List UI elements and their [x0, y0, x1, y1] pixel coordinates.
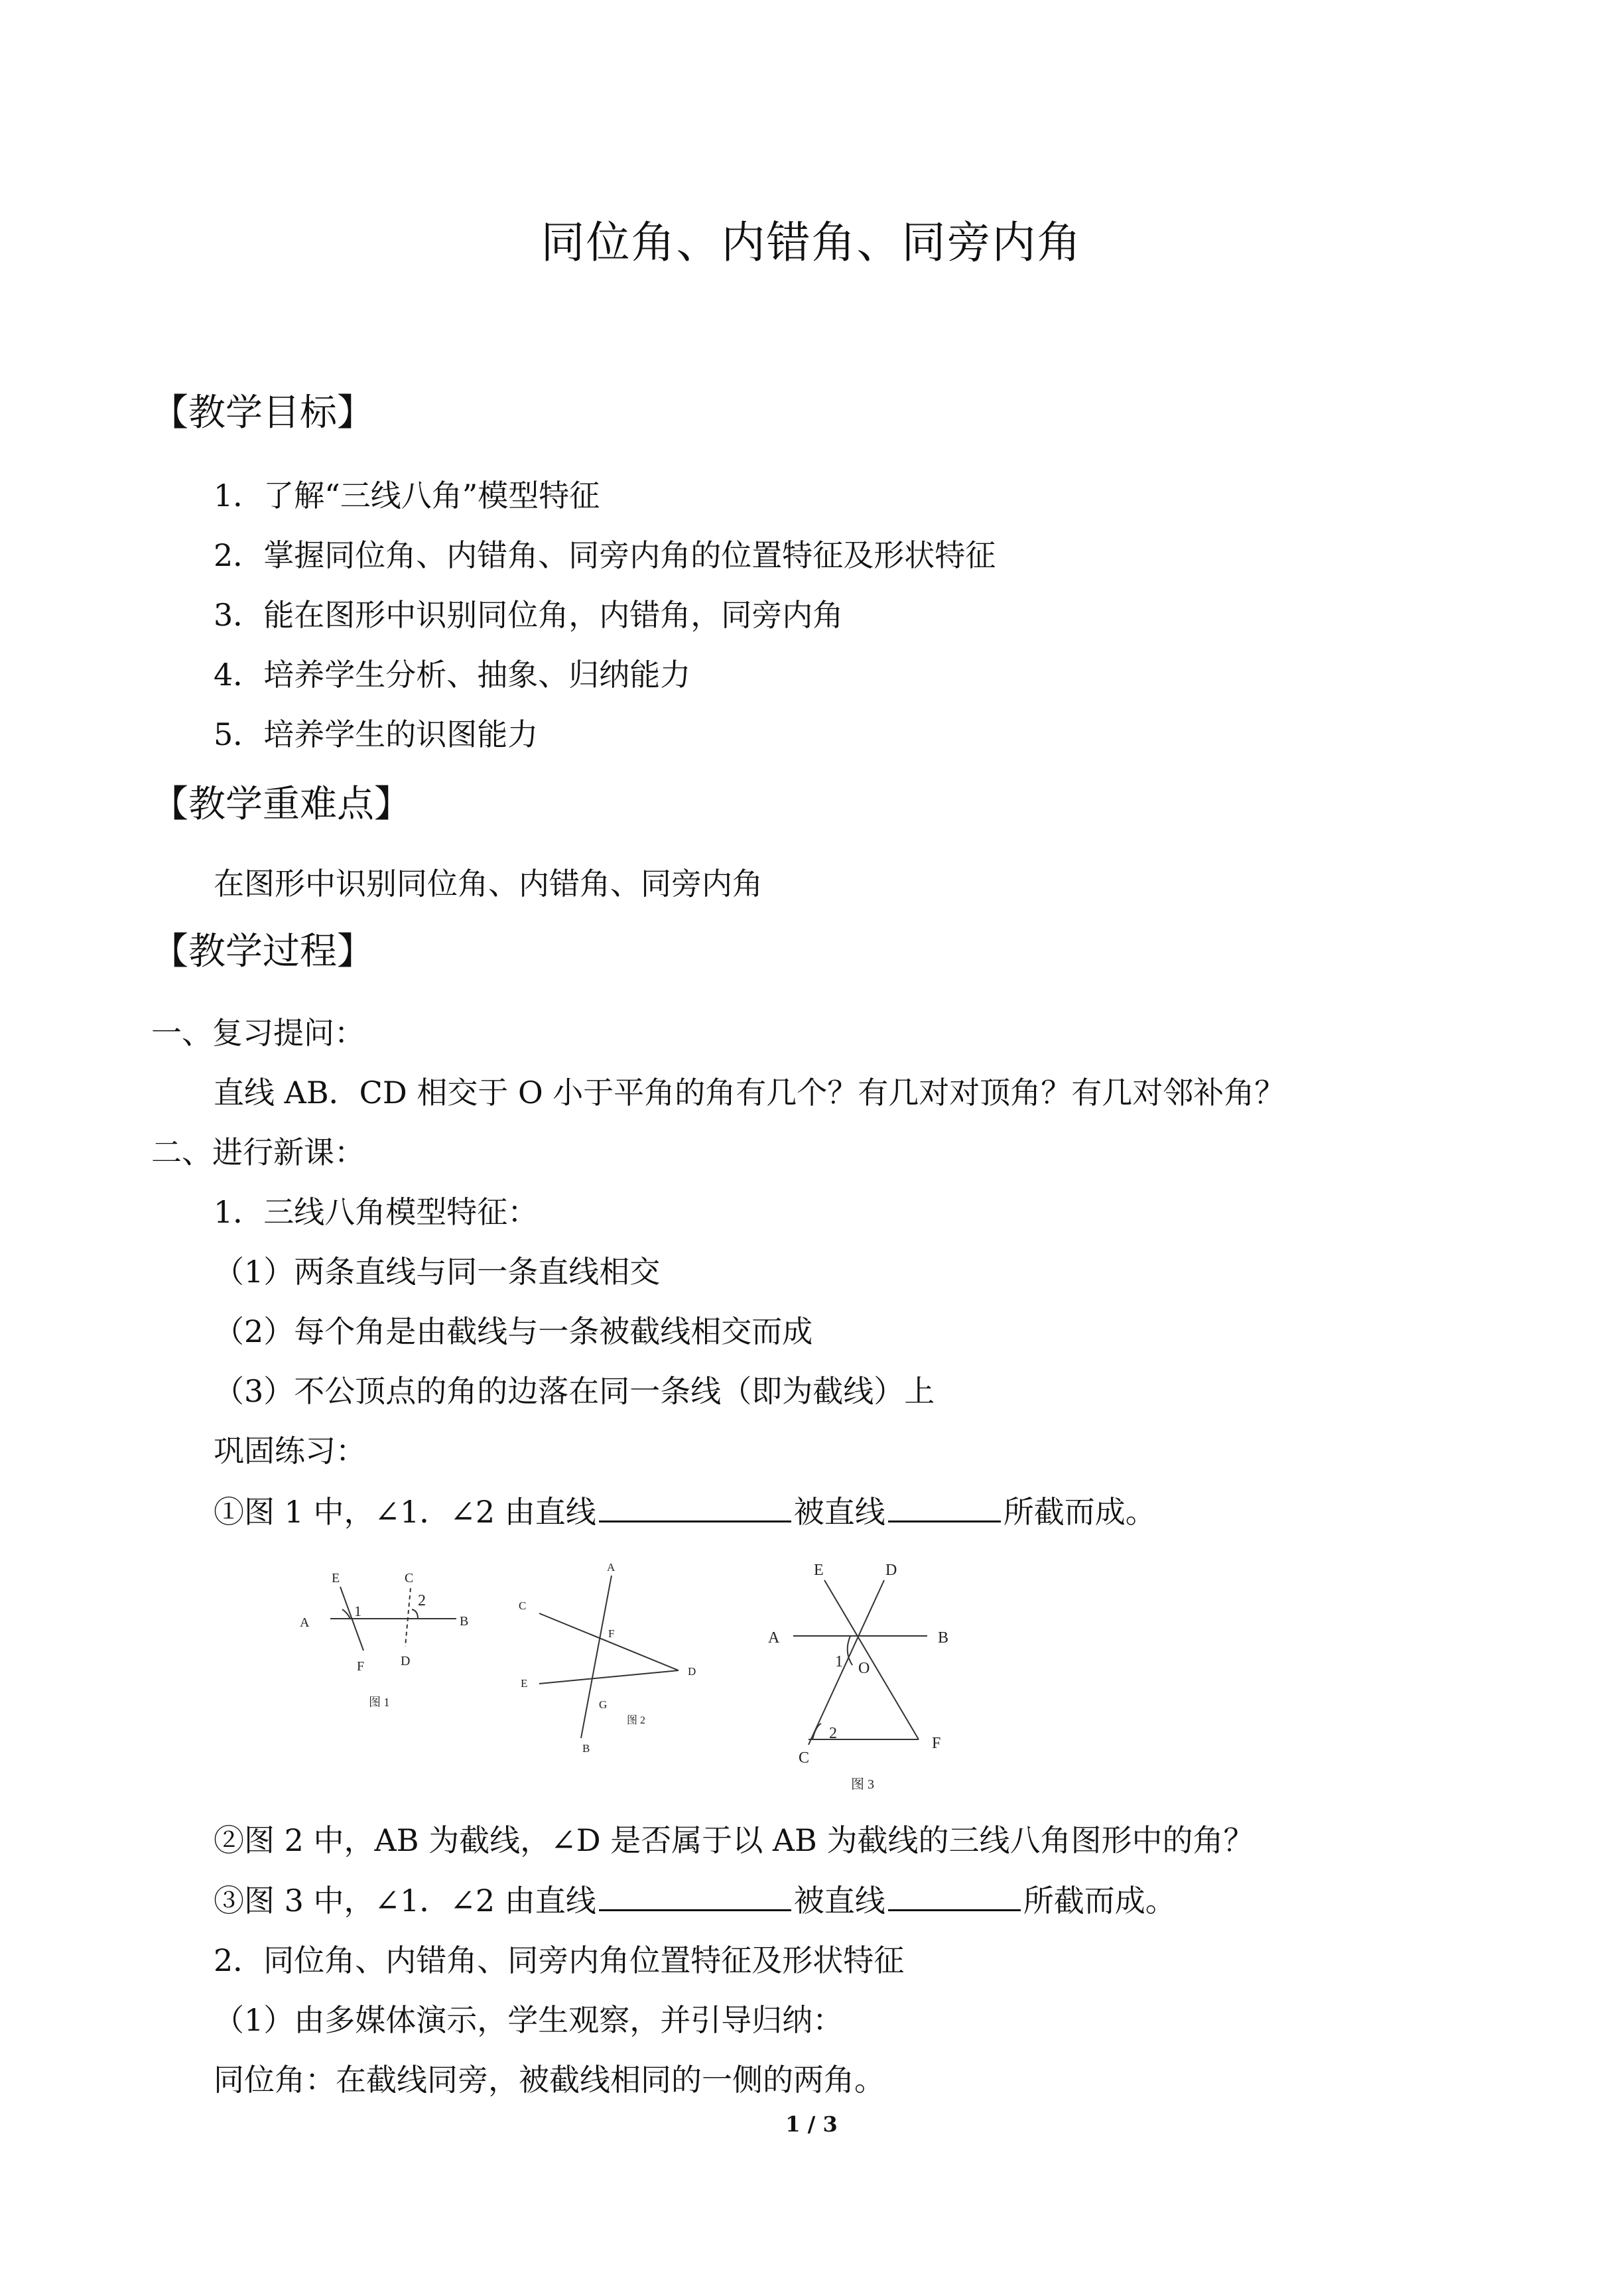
review-heading: 一、复习提问： — [151, 1015, 365, 1051]
fig2-label-b: B — [582, 1742, 590, 1755]
feature-item: （3）不公顶点的角的边落在同一条线（即为截线）上 — [214, 1373, 935, 1409]
feature-item: （1）两条直线与同一条直线相交 — [214, 1254, 661, 1290]
geometry-figures — [285, 1552, 948, 1798]
answer-blank[interactable] — [888, 1520, 1001, 1522]
section-heading-key-points: 【教学重难点】 — [151, 783, 411, 826]
objective-item: 3．能在图形中识别同位角，内错角，同旁内角 — [214, 597, 844, 633]
definition-text: 同位角：在截线同旁，被截线相同的一侧的两角。 — [214, 2062, 885, 2098]
objective-item: 1．了解“三线八角”模型特征 — [214, 478, 600, 513]
fig3-label-2: 2 — [829, 1725, 837, 1742]
fig2-label-c: C — [519, 1599, 527, 1612]
fig2-label-g: G — [599, 1698, 608, 1711]
objective-item: 2．掌握同位角、内错角、同旁内角的位置特征及形状特征 — [214, 537, 996, 573]
fig1-angle-2-arc — [412, 1609, 418, 1619]
feature-item: （2）每个角是由截线与一条被截线相交而成 — [214, 1314, 813, 1349]
fig2-line-ed — [539, 1670, 679, 1684]
fig2-caption: 图 2 — [627, 1715, 646, 1726]
fig2-label-d: D — [688, 1665, 696, 1678]
answer-blank[interactable] — [888, 1909, 1021, 1911]
section-heading-process: 【教学过程】 — [151, 930, 374, 973]
q1-text-a: ①图 1 中，∠1．∠2 由直线 — [214, 1494, 596, 1530]
fig1-label-e: E — [332, 1571, 340, 1586]
fig3-label-1: 1 — [835, 1653, 843, 1670]
fig3-label-f: F — [932, 1735, 941, 1752]
fig1-label-1: 1 — [354, 1603, 361, 1619]
fig2-label-e: E — [521, 1677, 528, 1690]
practice-question-1 — [214, 1494, 1156, 1530]
q3-text-b: 被直线 — [793, 1883, 885, 1919]
fig1-line-cd — [405, 1588, 411, 1647]
fig3-label-d: D — [885, 1562, 897, 1579]
fig2-label-f: F — [608, 1627, 615, 1640]
objective-item: 5．培养学生的识图能力 — [214, 716, 539, 752]
figure-2-labels — [519, 1561, 696, 1755]
fig1-label-c: C — [405, 1571, 414, 1586]
answer-blank[interactable] — [599, 1520, 791, 1522]
fig2-line-cd — [539, 1613, 679, 1670]
review-question: 直线 AB．CD 相交于 O 小于平角的角有几个？有几对对顶角？有几对邻补角？ — [214, 1075, 1285, 1111]
practice-question-3 — [214, 1883, 1176, 1919]
lesson-item-1: 1．三线八角模型特征： — [214, 1194, 539, 1230]
fig2-label-a: A — [607, 1561, 616, 1574]
practice-label: 巩固练习： — [214, 1433, 366, 1469]
fig3-label-e: E — [814, 1562, 824, 1579]
page-number: 1 / 3 — [785, 2112, 838, 2137]
fig3-label-o: O — [858, 1660, 870, 1677]
figure-1-labels — [300, 1571, 468, 1709]
lesson-item-2: 2．同位角、内错角、同旁内角位置特征及形状特征 — [214, 1942, 905, 1978]
fig3-label-b: B — [938, 1629, 948, 1647]
new-lesson-heading: 二、进行新课： — [151, 1134, 365, 1170]
q3-text-c: 所截而成。 — [1023, 1883, 1176, 1919]
fig2-line-ab — [581, 1576, 615, 1738]
fig1-label-2: 2 — [418, 1592, 426, 1609]
fig1-label-d: D — [401, 1654, 411, 1668]
q1-text-c: 所截而成。 — [1003, 1494, 1156, 1530]
figure-3-labels — [768, 1562, 948, 1792]
fig3-label-a: A — [768, 1629, 780, 1647]
fig1-caption: 图 1 — [369, 1696, 390, 1709]
fig3-caption: 图 3 — [851, 1777, 874, 1792]
answer-blank[interactable] — [599, 1909, 791, 1911]
key-point-text: 在图形中识别同位角、内错角、同旁内角 — [214, 866, 763, 902]
lesson-subitem-1: （1）由多媒体演示，学生观察，并引导归纳： — [214, 2002, 844, 2038]
section-heading-objectives: 【教学目标】 — [151, 391, 374, 435]
figure-1 — [330, 1587, 456, 1651]
fig1-label-a: A — [300, 1615, 310, 1630]
q3-text-a: ③图 3 中，∠1．∠2 由直线 — [214, 1883, 596, 1919]
objective-item: 4．培养学生分析、抽象、归纳能力 — [214, 657, 691, 693]
q1-text-b: 被直线 — [793, 1494, 885, 1530]
fig3-label-c: C — [799, 1749, 810, 1767]
figure-2 — [539, 1576, 679, 1738]
fig1-label-f: F — [357, 1659, 365, 1674]
fig1-label-b: B — [460, 1614, 469, 1629]
figures-row — [285, 1552, 948, 1798]
practice-question-2: ②图 2 中，AB 为截线，∠D 是否属于以 AB 为截线的三线八角图形中的角？ — [214, 1822, 1254, 1858]
page-title: 同位角、内错角、同旁内角 — [541, 217, 1082, 268]
